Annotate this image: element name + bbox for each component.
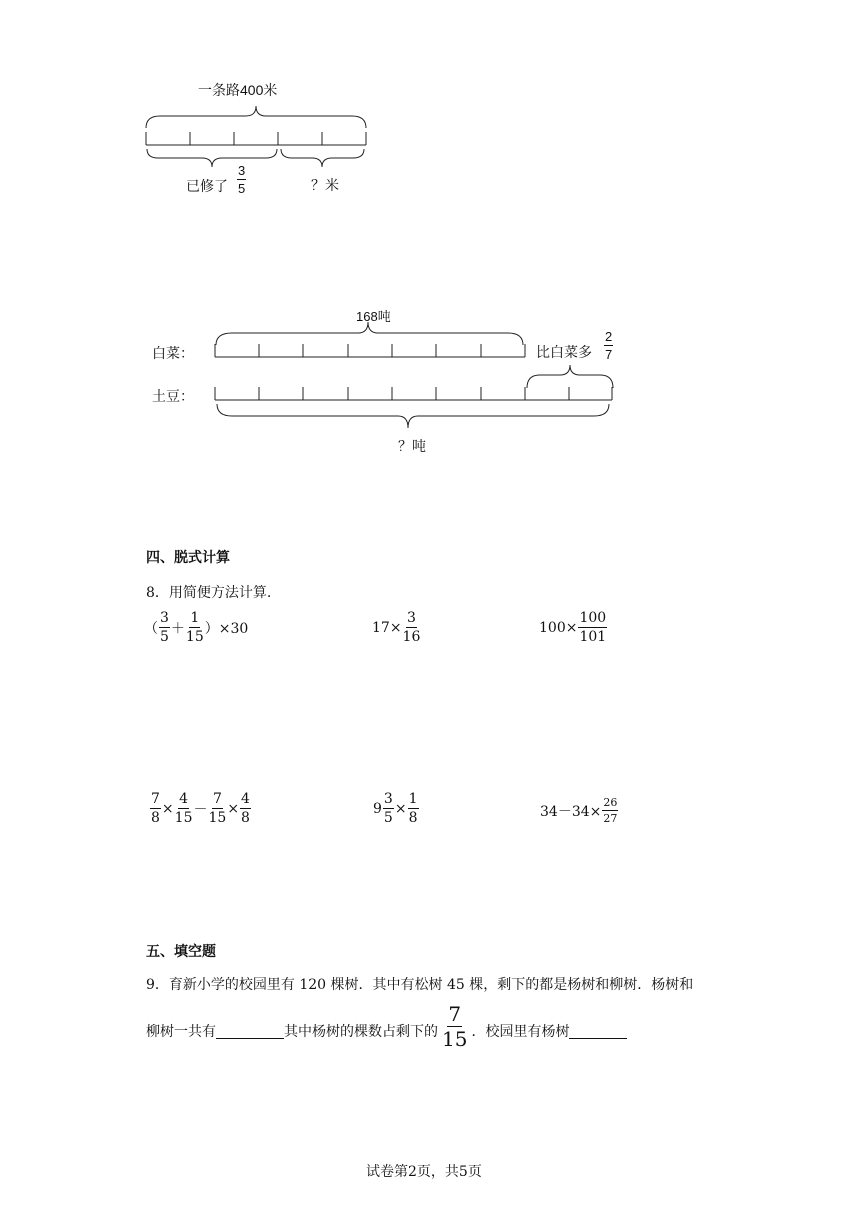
frac-denominator: 16	[402, 629, 421, 645]
q9-fraction	[442, 1004, 467, 1049]
frac-numerator: 3	[160, 610, 169, 626]
diagram2-bottom-brace	[217, 404, 609, 428]
diagram1-top-brace	[146, 106, 366, 128]
page-footer: 试卷第2页，共5页	[366, 1164, 482, 1180]
expr-prefix: 17×	[372, 619, 402, 636]
answer-blank-2[interactable]	[569, 1038, 627, 1039]
frac-numerator: 4	[241, 791, 250, 807]
frac-denominator: 8	[408, 810, 418, 826]
diagram2-bottom-label: ？吨	[398, 438, 426, 454]
diagram1-top-label: 一条路400米	[198, 82, 278, 98]
diagram2-more-label: 比白菜多	[536, 344, 592, 360]
frac-denominator: 5	[383, 810, 393, 826]
expression-4	[150, 792, 251, 825]
frac-numerator: 3	[407, 610, 416, 626]
frac-denominator: 7	[605, 347, 613, 362]
frac-denominator: 15	[174, 810, 193, 826]
diagram1-ticks	[146, 132, 366, 145]
question-8: 8．用简便方法计算.	[146, 585, 272, 601]
question-9-line2	[146, 1004, 627, 1049]
frac-denominator: 27	[603, 812, 618, 825]
expr-times: ×	[161, 800, 174, 817]
q9-text-b: 其中杨树的棵数占剩下的	[284, 1024, 438, 1040]
diagram2-more-fraction	[604, 330, 613, 361]
expr-paren-left: （	[144, 620, 158, 637]
diagram2-row1-ticks	[215, 344, 525, 357]
frac-denominator: 8	[241, 810, 250, 826]
q9-text-a: 柳树一共有	[146, 1024, 216, 1040]
expression-1	[144, 611, 248, 644]
frac-numerator: 1	[408, 791, 418, 807]
diagram2-total-label: 168吨	[356, 309, 391, 324]
frac-numerator: 100	[579, 610, 607, 626]
frac-numerator: 7	[151, 791, 160, 807]
frac-numerator: 1	[190, 610, 200, 626]
frac-denominator: 15	[185, 629, 204, 645]
question-9-line1: 9．育新小学的校园里有 120 棵树．其中有松树 45 棵，剩下的都是杨树和柳树．杨树和	[146, 977, 694, 993]
diagram1-right-label: ？米	[311, 177, 339, 193]
section4-heading: 四、脱式计算	[146, 550, 230, 566]
diagram1-left-label: 已修了	[186, 178, 228, 194]
diagram1-left-fraction	[237, 164, 246, 195]
diagram1-right-brace	[281, 149, 364, 167]
expression-6	[540, 797, 618, 824]
frac-denominator: 5	[160, 629, 169, 645]
frac-numerator: 4	[179, 791, 189, 807]
diagram2-extra-brace	[527, 365, 613, 388]
expr-prefix: 100×	[539, 619, 578, 636]
frac-numerator: 3	[383, 791, 393, 807]
expr-times: ×	[227, 800, 240, 817]
expr-minus: －	[193, 801, 208, 818]
frac-numerator: 7	[448, 1002, 462, 1026]
frac-numerator: 2	[605, 329, 613, 344]
frac-denominator: 5	[238, 181, 246, 196]
expression-2	[372, 611, 420, 644]
frac-denominator: 15	[208, 810, 227, 826]
frac-numerator: 7	[212, 791, 222, 807]
answer-blank-1[interactable]	[216, 1038, 284, 1039]
frac-denominator: 8	[151, 810, 160, 826]
frac-numerator: 26	[603, 796, 618, 809]
frac-denominator: 101	[579, 629, 607, 645]
expr-paren-right: ）×30	[204, 620, 249, 637]
section5-heading: 五、填空题	[146, 944, 216, 960]
expression-5	[373, 792, 419, 825]
expr-prefix: 34－34×	[540, 803, 602, 820]
diagram2-row2-label: 土豆：	[152, 388, 194, 404]
expression-3	[539, 611, 607, 644]
expr-whole: 9	[373, 800, 382, 817]
diagram1-left-brace	[147, 149, 277, 167]
frac-numerator: 3	[238, 163, 246, 178]
diagram2-row2-ticks	[215, 387, 612, 400]
diagram2-top-brace	[216, 322, 523, 345]
frac-denominator: 15	[442, 1027, 468, 1051]
expr-plus: ＋	[170, 620, 185, 637]
q9-text-c: ．校园里有杨树	[471, 1024, 570, 1040]
expr-times: ×	[394, 800, 407, 817]
diagram2-row1-label: 白菜：	[152, 345, 194, 361]
